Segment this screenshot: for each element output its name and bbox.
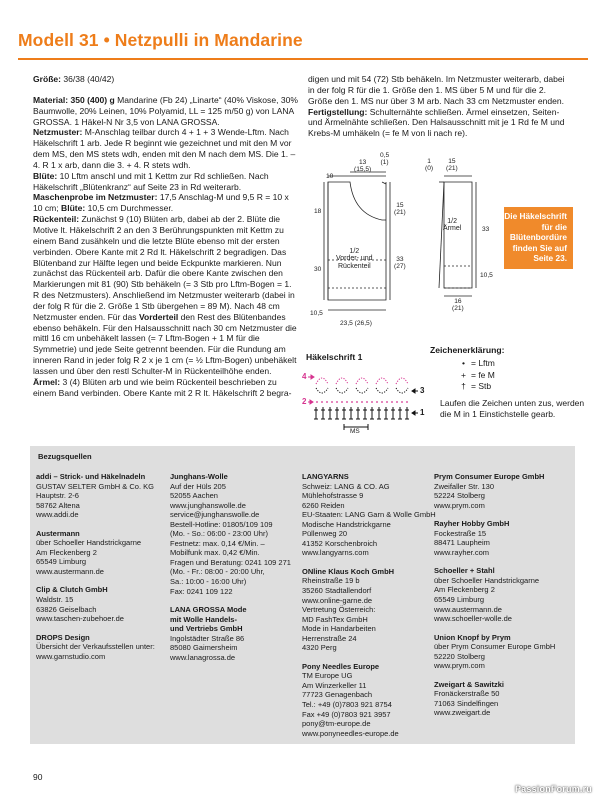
source-name: Zweigart & Sawitzki (434, 679, 505, 689)
legend-stb: = Stb (471, 381, 492, 391)
source-line: 6260 Reiden (302, 500, 345, 510)
dim-18: 18 (314, 208, 322, 215)
source-line: www.prym.com (434, 661, 485, 671)
aermel-label: Ärmel: (33, 376, 61, 387)
sources-column-4 (434, 472, 555, 727)
source-name: Clip & Clutch GmbH (36, 585, 108, 595)
source-line: Mode in Handarbeiten (302, 624, 376, 634)
source-line: Fax +49 (0)7803 921 3957 (302, 709, 391, 719)
netz-paragraph (33, 127, 298, 170)
sleeve-label: 1/2 Ärmel (443, 218, 462, 233)
crochet-chart (302, 364, 425, 439)
sleeve-outline (444, 182, 472, 288)
size-paragraph (33, 74, 298, 85)
source-line: Püllenweg 20 (302, 529, 348, 539)
body-outline (328, 182, 386, 300)
source-line: MD FashTex GmbH (302, 614, 368, 624)
source-name: Rayher Hobby GmbH (434, 519, 510, 529)
fert-text: Schulternähte schließen. Ärmel einsetzen, Seiten- und Ärmelnähte schließen. Den Halsausschnitt mit je 1 Rd fe M und Krebs-M umhäkeln (= fe M von li nach re). (308, 106, 565, 139)
source-line: 88471 Laupheim (434, 538, 490, 548)
source-line: Festnetz: max. 0,14 €/Min. – (170, 538, 265, 548)
source-entry (302, 472, 436, 558)
source-name: Pony Needles Europe (302, 661, 380, 671)
sources-box (30, 446, 575, 744)
source-entry (302, 567, 436, 653)
bluete-paragraph (33, 171, 298, 193)
crochet-row-2: 2 (302, 397, 307, 406)
dim-sleeve-10-5: 10,5 (480, 272, 493, 279)
probe-label: Maschenprobe im Netzmuster: (33, 192, 158, 203)
source-line: Mühlehofstrasse 9 (302, 491, 364, 501)
sources-column-3 (302, 472, 436, 747)
source-line: Rheinstraße 19 b (302, 576, 360, 586)
source-line: Übersicht der Verkaufsstellen unter: (36, 642, 155, 652)
probe-text: 17,5 Anschlag-M und 9,5 R = 10 x 10 cm; (33, 192, 289, 214)
watermark: PassionForum.ru (514, 784, 592, 794)
instructions-right-column (308, 74, 570, 139)
legend-fem: = fe M (471, 369, 495, 380)
source-line: 85080 Gaimersheim (170, 643, 238, 653)
source-name: LANGYARNS (302, 472, 349, 481)
legend-lftm: = Lftm (471, 358, 495, 368)
source-entry (36, 472, 155, 520)
dim-shoulder: 15 (21) (394, 202, 406, 217)
legend-row-stb (456, 381, 495, 393)
legend-title: Zeichenerklärung: (430, 345, 505, 355)
legend (456, 358, 495, 393)
source-line: (Mo. - So.: 06:00 - 23:00 Uhr) (170, 529, 268, 539)
source-line: Am Fleckenberg 2 (36, 547, 97, 557)
source-line: www.austermann.de (36, 566, 104, 576)
bluete-text: 10 Lftm anschl und mit 1 Kettm zur Rd schließen. Nach Häkelschrift „Blütenkranz“ auf Seite 23 in Rd weiterarb. (33, 170, 269, 192)
source-line: www.garnstudio.com (36, 651, 106, 661)
source-line: GUSTAV SELTER GmbH & Co. KG (36, 481, 154, 491)
right-cont-text: digen und mit 54 (72) Stb behäkeln. Im Netzmuster weiterarb, dabei in der folg R für die 1. Größe den 1. MS über 5 M und für die 2. Größe den 1. MS nur über 3 M arb. Nach 33 cm Netzmuster enden. (308, 74, 565, 106)
source-line: Hauptstr. 2-6 (36, 491, 79, 501)
source-name: ONline Klaus Koch GmbH (302, 566, 395, 576)
source-line: 77723 Genagenbach (302, 690, 373, 700)
source-line: Am Fleckenberg 2 (434, 585, 495, 595)
probe-bluete-text: 10,5 cm Durchmesser. (87, 203, 174, 214)
page-header (18, 30, 588, 60)
source-name: Union Knopf by Prym (434, 632, 511, 642)
source-line: www.austermann.de (434, 604, 502, 614)
source-name: Schoeller + Stahl (434, 566, 495, 576)
source-line: 35260 Stadtallendorf (302, 586, 372, 596)
source-line: Mobilfunk max. 0,42 €/Min. (170, 548, 260, 558)
legend-note: Laufen die Zeichen unten zus, werden die M in 1 Einstichstelle gearb. (440, 398, 585, 419)
crochet-chart-title: Häkelschrift 1 (306, 352, 363, 362)
source-entry (36, 633, 155, 662)
source-entry (170, 605, 291, 662)
source-line: Vertretung Österreich: (302, 605, 376, 615)
crochet-row-4: 4 (302, 372, 307, 381)
plus-icon: + (461, 369, 466, 380)
source-line: Bestell-Hotline: 01805/109 109 (170, 519, 273, 529)
source-name: DROPS Design (36, 632, 90, 642)
source-line: www.zweigart.de (434, 708, 491, 718)
source-line: www.addi.de (36, 510, 79, 520)
material-text: Mandarine (Fb 24) „Linarte“ (40% Viskose, 30% Baumwolle, 20% Leinen, 10% Polyamid, LL = 125 m/50 g) von LANA GROSSA. 1 Häkel-N Nr 3,5 von LANA GROSSA. (33, 94, 298, 127)
source-line: 52055 Aachen (170, 491, 218, 501)
source-line: Fax: 0241 109 122 (170, 586, 233, 596)
ruecken-paragraph (33, 214, 298, 377)
netz-text: M-Anschlag teilbar durch 4 + 1 + 3 Wende-Lftm. Nach Häkelschrift 1 arb. Jede R beginnt wie gezeichnet und mit den M vor dem MS, den MS stets wdh, enden mit den M nach dem MS. Die 1. – 4. R 1 x arb, dann die 3. + 4. R stets wdh. (33, 127, 296, 170)
legend-row-lftm (456, 358, 495, 370)
source-name: Junghans-Wolle (170, 472, 228, 481)
dim-10-5-body: 10,5 (310, 310, 323, 317)
source-entry (434, 680, 555, 718)
dim-top-half: 10 (326, 173, 334, 180)
bluete-reference-box: Die Häkelschrift für die Blütenbordüre finden Sie auf Seite 23. (504, 207, 573, 269)
dim-30: 30 (314, 266, 322, 273)
aermel-text: 3 (4) Blüten arb und wie beim Rückenteil beschrieben zu einem Band verbinden. Obere Kante mit 2 R lt. Häkelschrift 2 begra- (33, 376, 292, 398)
source-line: Ingolstädter Straße 86 (170, 633, 245, 643)
source-name: Austermann (36, 528, 80, 538)
probe-paragraph (33, 192, 298, 214)
source-line: www.schoeller-wolle.de (434, 614, 512, 624)
dim-sleeve-top: 15 (21) (446, 158, 458, 173)
source-line: www.online-garne.de (302, 595, 373, 605)
source-line: 41352 Korschenbroich (302, 538, 378, 548)
crochet-ms-label: MS (350, 428, 360, 435)
source-line: www.prym.com (434, 500, 485, 510)
source-line: EU-Staaten: LANG Garn & Wolle GmbH (302, 510, 436, 520)
aermel-paragraph (33, 377, 298, 399)
source-entry (434, 566, 555, 623)
source-entry (434, 519, 555, 557)
source-line: Schweiz: LANG & CO. AG (302, 481, 390, 491)
vorder-text: den Rest des Blütenbandes ebenso behäkeln. Für den Halsausschnitt nach 30 cm Netzmuster die mittl 16 cm unbehäkelt lassen (= 7 Lftm-Bogen + 1 M für die Symmetrie) und jede Seite getrennt beenden. Für die Rundung am inneren Rand in jeder folg R 2 x je 1 cm (= ½ Lftm-Bogen) unbehäkelt lassen und über den restl Schulter-M in Rückenteilhöhe enden. (33, 311, 297, 376)
source-line: Zweifaller Str. 130 (434, 481, 495, 491)
vorder-label: Vorderteil (138, 311, 179, 322)
crochet-row-1: 1 (420, 408, 425, 417)
sources-column-2 (170, 472, 291, 671)
dim-sleeve-bottom: 16 (21) (452, 298, 464, 313)
body-label: 1/2 Vorder- und Rückenteil (336, 248, 373, 270)
source-name: addi – Strick- und Häkelnadeln (36, 472, 146, 481)
source-line: Waldstr. 15 (36, 595, 74, 605)
page-title: Modell 31 • Netzpulli in Mandarine (18, 30, 303, 50)
source-line: TM Europe UG (302, 671, 353, 681)
source-line: Fockestraße 15 (434, 528, 487, 538)
source-name: LANA GROSSA Mode mit Wolle Handels- und Vertriebs GmbH (170, 605, 247, 634)
source-entry (36, 529, 155, 577)
source-line: 65549 Limburg (434, 595, 485, 605)
legend-row-fem (456, 370, 495, 382)
dim-width-body: 23,5 (26,5) (340, 320, 372, 327)
size-value: 36/38 (40/42) (63, 74, 115, 84)
source-entry (434, 633, 555, 671)
bluete-label: Blüte: (33, 170, 58, 181)
source-line: www.ponyneedles-europe.de (302, 728, 399, 738)
source-line: 58762 Altena (36, 500, 80, 510)
source-line: Herrenstraße 24 (302, 633, 357, 643)
source-line: service@junghanswolle.de (170, 510, 260, 520)
source-line: Fronäckerstraße 50 (434, 689, 500, 699)
source-line: www.langyarns.com (302, 548, 369, 558)
dim-neck-depth: 0,5 (1) (380, 152, 390, 167)
ruecken-label: Rückenteil: (33, 214, 80, 225)
dim-33-27: 33 (27) (394, 256, 406, 271)
source-entry (170, 472, 291, 596)
source-line: Sa.: 10:00 - 16:00 Uhr) (170, 577, 247, 587)
source-line: www.taschen-zubehoer.de (36, 614, 124, 624)
crochet-chart-drawing (306, 364, 424, 439)
source-line: 63826 Geiselbach (36, 604, 97, 614)
header-rule (18, 58, 588, 60)
source-line: www.lanagrossa.de (170, 652, 236, 662)
fert-label: Fertigstellung: (308, 106, 368, 117)
double-crochet-icon: † (461, 381, 466, 391)
sources-column-1 (36, 472, 155, 670)
source-line: 52220 Stolberg (434, 651, 485, 661)
dim-neck-width: 13 (15,5) (354, 159, 372, 174)
page-number: 90 (33, 772, 43, 782)
material-paragraph (33, 95, 298, 128)
source-line: Tel.: +49 (0)7803 921 8754 (302, 700, 392, 710)
source-line: 65549 Limburg (36, 557, 87, 567)
dim-sleeve-top-small: 1 (0) (425, 158, 434, 173)
source-name: Prym Consumer Europe GmbH (434, 472, 545, 481)
material-label: Material: 350 (400) g (33, 94, 115, 105)
ruecken-text: Zunächst 9 (10) Blüten arb, dabei ab der 2. Blüte die Motive lt. Häkelschrift 2 an den 3 Berührungspunkten mit Kettm zu einem Band zusähkeln und die letzte Blüte ebenso mit der ersten verbinden. Obere Kante mit 2 Rd lt. Häkelschrift 2 begradigen. Das Blütenband zur Hälfte legen und beide Eckpunkte markieren. Nun zunächst das Rückenteil arb. Dafür die obere Kante zwischen den Markierungen mit 81 (90) Stb behäkeln (= 3 Stb pro Lftm-Bogen = 1. R des Netzmusters). Anschließend im Netzmuster weiterarb (dabei in der folg R für die 2. Größe 1 Stb übergehen = 89 M). Nach 48 cm Netzmuster enden. Für das (33, 214, 295, 322)
dim-sleeve-33: 33 (482, 226, 490, 233)
source-line: über Schoeller Handstrickgarne (36, 538, 142, 548)
source-line: 52224 Stolberg (434, 491, 485, 501)
probe-bluete-label: Blüte: (61, 203, 86, 214)
source-line: 71063 Sindelfingen (434, 698, 499, 708)
crochet-row-3: 3 (420, 386, 425, 395)
source-line: pony@tm-europe.de (302, 719, 371, 729)
right-cont-paragraph (308, 74, 570, 139)
source-entry (434, 472, 555, 510)
source-line: Auf der Hüls 205 (170, 481, 226, 491)
sources-title: Bezugsquellen (38, 452, 92, 461)
source-line: Modische Handstrickgarne (302, 519, 391, 529)
source-line: www.junghanswolle.de (170, 500, 246, 510)
instructions-left-column (33, 74, 298, 398)
source-entry (36, 585, 155, 623)
source-line: (Mo. - Fr.: 08:00 - 20:00 Uhr, (170, 567, 265, 577)
source-entry (302, 662, 436, 738)
dot-icon: • (462, 358, 465, 368)
size-label: Größe: (33, 74, 62, 84)
netz-label: Netzmuster: (33, 127, 83, 138)
source-line: 4320 Perg (302, 643, 337, 653)
source-line: über Schoeller Handstrickgarne (434, 575, 540, 585)
source-line: Fragen und Beratung: 0241 109 271 (170, 557, 291, 567)
source-line: Am Winzerkeller 11 (302, 680, 367, 690)
source-line: über Prym Consumer Europe GmbH (434, 642, 556, 652)
source-line: www.rayher.com (434, 547, 490, 557)
